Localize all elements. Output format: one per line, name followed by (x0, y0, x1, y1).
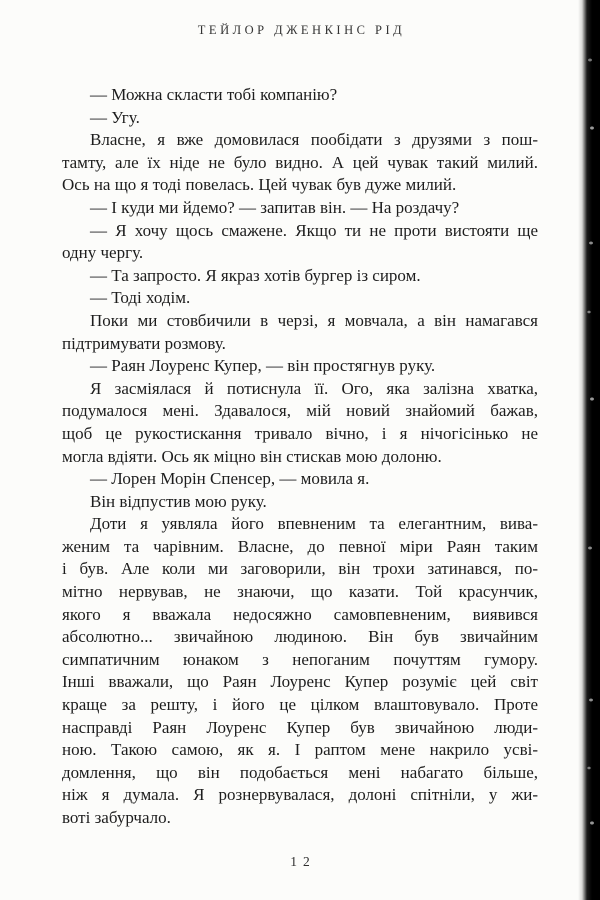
text-line: — Раян Лоуренс Купер, — він простягнув руку. (90, 356, 436, 376)
text-line: Він відпустив мою руку. (90, 491, 267, 511)
text-line: симпатичним юнаком з непоганим почуттям гумору. (62, 649, 538, 669)
paragraph (62, 355, 538, 378)
paragraph (62, 491, 538, 514)
text-line: женим та чарівним. Власне, до певної міри Раян таким (62, 536, 538, 556)
text-line: щоб це рукостискання тривало вічно, і я нічогісінько не (62, 423, 538, 443)
paragraph (62, 129, 538, 197)
paragraph (62, 265, 538, 288)
page-number: 12 (290, 854, 316, 869)
text-line: ніж я думала. Я рознервувалася, долоні спітніли, у жи- (62, 785, 538, 805)
text-line: — І куди ми йдемо? — запитав він. — На роздачу? (90, 197, 460, 217)
text-line: могла вдіяти. Ось як міцно він стискав мою долоню. (62, 446, 442, 466)
text-line: тамту, але їх ніде не було видно. А цей чувак такий милий. (62, 152, 538, 172)
text-line: Ось на що я тоді повелась. Цей чувак був дуже милий. (62, 175, 457, 195)
text-line: абсолютно... звичайною людиною. Він був звичайним (62, 627, 538, 647)
paragraph (62, 378, 538, 468)
paragraph (62, 84, 538, 107)
text-line: Поки ми стовбичили в черзі, я мовчала, а він намагався (90, 310, 538, 330)
paragraph (62, 513, 538, 829)
text-line: Власне, я вже домовилася пообідати з друзями з пош- (90, 130, 538, 150)
text-line: краще за решту, і його це цілком влаштовувало. Проте (62, 695, 538, 715)
text-line: воті забурчало. (62, 808, 171, 827)
paragraph (62, 220, 538, 265)
text-line: Доти я уявляла його впевненим та елегантним, вива- (90, 514, 538, 534)
text-line: якого я вважала недосяжно самовпевненим, виявився (62, 604, 538, 624)
text-line: — Та запросто. Я якраз хотів бургер із сиром. (90, 265, 421, 285)
text-line: ною. Такою самою, як я. І раптом мене накрило усві- (62, 740, 538, 760)
text-line: Я засміялася й потиснула її. Ого, яка залізна хватка, (90, 378, 538, 398)
paragraph (62, 287, 538, 310)
text-line: подумалося мені. Здавалося, мій новий знайомий бажав, (62, 401, 538, 421)
text-line: — Можна скласти тобі компанію? (90, 85, 338, 104)
text-line: — Тоді ходім. (90, 288, 191, 308)
page-text (62, 84, 538, 830)
text-line: насправді Раян Лоуренс Купер був звичайною люди- (62, 717, 538, 737)
text-line: мітно нервував, не знаючи, що казати. Той красунчик, (62, 582, 538, 602)
text-line: — Лорен Морін Спенсер, — мовила я. (90, 469, 370, 489)
text-line: і був. Але коли ми заговорили, він трохи затинався, по- (62, 559, 538, 579)
paragraph (62, 107, 538, 130)
book-edge-shadow (578, 0, 600, 900)
text-line: домлення, що він подобається мені набагато більше, (62, 762, 538, 782)
text-line: — Угу. (90, 107, 140, 127)
paragraph (62, 310, 538, 355)
running-header: ТЕЙЛОР ДЖЕНКІНС РІД (197, 23, 406, 37)
paragraph (62, 468, 538, 491)
text-line: одну чергу. (62, 243, 144, 263)
paragraph (62, 197, 538, 220)
text-line: підтримувати розмову. (62, 333, 226, 353)
text-line: Інші вважали, що Раян Лоуренс Купер розуміє цей світ (62, 672, 538, 692)
text-line: — Я хочу щось смажене. Якщо ти не проти вистояти ще (90, 220, 538, 240)
